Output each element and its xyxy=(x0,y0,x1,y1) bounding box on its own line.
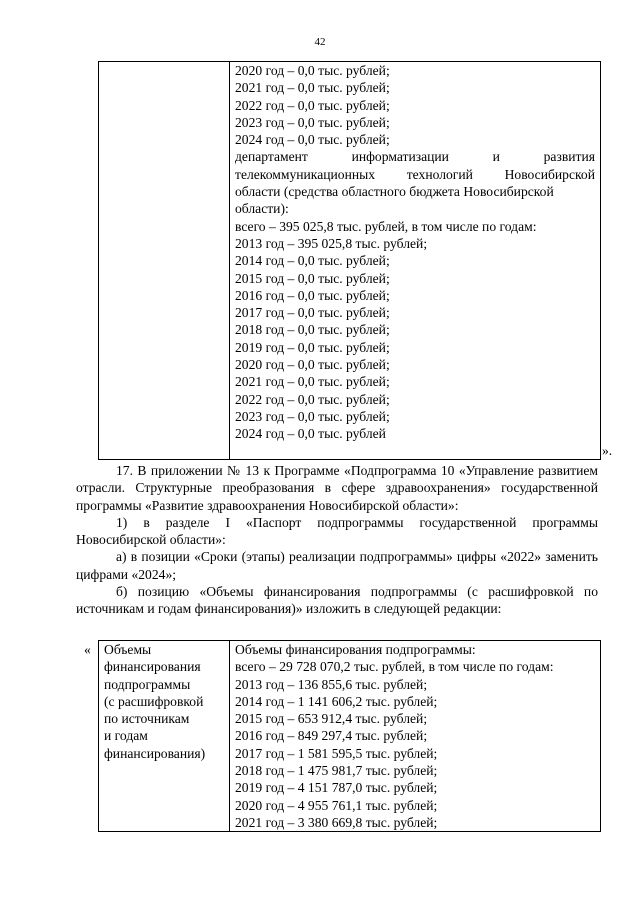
bottom-table-right-cell xyxy=(230,641,601,832)
opening-quote: « xyxy=(84,642,91,657)
left-cell-line: по источникам xyxy=(104,711,190,727)
table-line: 2016 год – 0,0 тыс. рублей; xyxy=(235,287,390,303)
bottom-table-left-cell xyxy=(99,641,230,832)
table-line: 2023 год – 0,0 тыс. рублей; xyxy=(235,114,390,130)
table-line: 2019 год – 0,0 тыс. рублей; xyxy=(235,339,390,355)
table-line: 2013 год – 395 025,8 тыс. рублей; xyxy=(235,235,428,251)
table-line: 2020 год – 4 955 761,1 тыс. рублей; xyxy=(235,797,438,813)
top-table-right-cell xyxy=(230,62,601,460)
table-line: 2014 год – 0,0 тыс. рублей; xyxy=(235,253,390,269)
table-line: 2016 год – 849 297,4 тыс. рублей; xyxy=(235,728,428,744)
paragraph-a: а) в позиции «Сроки (этапы) реализации подпрограммы» цифры «2022» заменить цифрами «2024»; xyxy=(76,549,598,582)
left-cell-line: подпрограммы xyxy=(104,676,191,692)
left-cell-line: финансирования) xyxy=(104,745,206,761)
table-line: 2019 год – 4 151 787,0 тыс. рублей; xyxy=(235,780,438,796)
table-line: 2018 год – 0,0 тыс. рублей; xyxy=(235,322,390,338)
top-financing-table xyxy=(98,61,601,460)
table-line: 2015 год – 0,0 тыс. рублей; xyxy=(235,270,390,286)
bottom-financing-table xyxy=(98,640,601,832)
table-line: всего – 29 728 070,2 тыс. рублей, в том числе по годам: xyxy=(235,659,554,675)
table-line: 2021 год – 3 380 669,8 тыс. рублей; xyxy=(235,814,438,830)
table-line: Объемы финансирования подпрограммы: xyxy=(235,642,476,657)
table-line: всего – 395 025,8 тыс. рублей, в том числе по годам: xyxy=(235,218,537,234)
table-line: 2024 год – 0,0 тыс. рублей xyxy=(235,426,386,442)
department-line: области): xyxy=(235,201,289,217)
paragraph-1: 1) в разделе I «Паспорт подпрограммы государственной программы Новосибирской области»: xyxy=(76,514,598,548)
department-line: департамент информатизации и развития xyxy=(235,149,595,165)
left-cell-line: Объемы xyxy=(104,642,152,657)
department-line: телекоммуникационных технологий Новосибирской xyxy=(235,166,595,182)
table-line: 2013 год – 136 855,6 тыс. рублей; xyxy=(235,676,428,692)
table-line: 2015 год – 653 912,4 тыс. рублей; xyxy=(235,711,428,727)
paragraph-17: 17. В приложении № 13 к Программе «Подпрограмма 10 «Управление развитием отрасли. Структурные преобразования в сфере здравоохранения» государственной программы «Развитие здравоохранения Новосибирской области»: xyxy=(76,463,598,513)
page-number: 42 xyxy=(314,36,326,48)
table-line: 2021 год – 0,0 тыс. рублей; xyxy=(235,374,390,390)
department-line: области (средства областного бюджета Новосибирской xyxy=(235,184,554,200)
table-line: 2017 год – 1 581 595,5 тыс. рублей; xyxy=(235,745,438,761)
left-cell-line: финансирования xyxy=(104,659,201,675)
table-line: 2018 год – 1 475 981,7 тыс. рублей; xyxy=(235,763,438,779)
table-line: 2021 год – 0,0 тыс. рублей; xyxy=(235,80,390,96)
table-line: 2022 год – 0,0 тыс. рублей; xyxy=(235,391,390,407)
table-line: 2023 год – 0,0 тыс. рублей; xyxy=(235,408,390,424)
left-cell-line: и годам xyxy=(104,728,148,744)
table-line: 2020 год – 0,0 тыс. рублей; xyxy=(235,357,390,373)
left-cell-line: (с расшифровкой xyxy=(104,693,204,709)
amendment-text xyxy=(76,462,598,618)
paragraph-b: б) позицию «Объемы финансирования подпрограммы (с расшифровкой по источникам и годам финансирования)» изложить в следующей редакции: xyxy=(76,584,598,617)
table-line: 2024 год – 0,0 тыс. рублей; xyxy=(235,132,390,148)
table-line: 2022 год – 0,0 тыс. рублей; xyxy=(235,97,390,113)
table-line: 2014 год – 1 141 606,2 тыс. рублей; xyxy=(235,693,438,709)
closing-quote: ». xyxy=(602,443,613,458)
top-table-left-cell xyxy=(99,62,230,460)
table-line: 2020 год – 0,0 тыс. рублей; xyxy=(235,63,390,78)
table-line: 2017 год – 0,0 тыс. рублей; xyxy=(235,305,390,321)
